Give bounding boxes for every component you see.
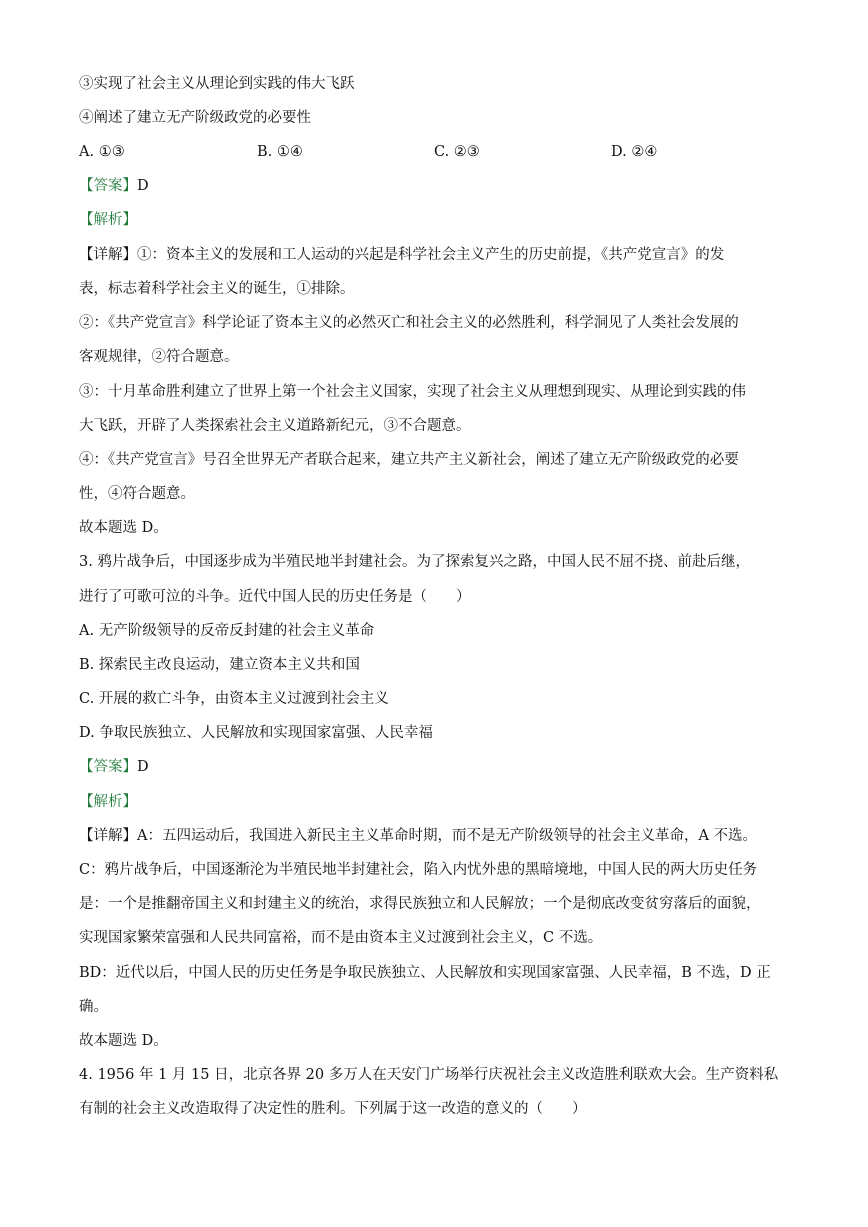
q3-detail-line: 是：一个是推翻帝国主义和封建主义的统治，求得民族独立和人民解放；一个是彻底改变贫穷落后的面貌，	[79, 896, 761, 912]
q3-answer	[79, 757, 828, 777]
q2-options	[79, 142, 839, 162]
q2-detail-line: ③：十月革命胜利建立了世界上第一个社会主义国家，实现了社会主义从理想到现实、从理论到实践的伟	[79, 384, 746, 400]
q4-stem: 4. 1956 年 1 月 15 日，北京各界 20 多万人在天安门广场举行庆祝社会主义改造胜利联欢大会。生产资料私	[79, 1067, 779, 1083]
answer-tag: 【答案】	[79, 759, 137, 775]
q3-option-d: D. 争取民族独立、人民解放和实现国家富强、人民幸福	[79, 725, 433, 741]
q3-stem: 进行了可歌可泣的斗争。近代中国人民的历史任务是（ ）	[79, 589, 471, 605]
q4-stem: 有制的社会主义改造取得了决定性的胜利。下列属于这一改造的意义的（ ）	[79, 1101, 587, 1117]
analysis-tag: 【解析】	[79, 794, 137, 810]
detail-text: ①：资本主义的发展和工人运动的兴起是科学社会主义产生的历史前提，《共产党宣言》的发	[137, 247, 725, 263]
q3-detail-line: C：鸦片战争后，中国逐渐沦为半殖民地半封建社会，陷入内忧外患的黑暗境地，中国人民的两大历史任务	[79, 862, 758, 878]
detail-tag: 【详解】	[79, 828, 137, 844]
q2-option-c: C. ②③	[434, 144, 480, 160]
q2-detail-line: ④：《共产党宣言》号召全世界无产者联合起来，建立共产主义新社会，阐述了建立无产阶级政党的必要	[79, 452, 739, 468]
q3-detail-line: 实现国家繁荣富强和人民共同富裕，而不是由资本主义过渡到社会主义，C 不选。	[79, 930, 603, 946]
q2-detail-line: ②：《共产党宣言》科学论证了资本主义的必然灭亡和社会主义的必然胜利，科学洞见了人类社会发展的	[79, 315, 739, 331]
q3-option-b: B. 探索民主改良运动，建立资本主义共和国	[79, 657, 360, 673]
q2-detail-line: 性，④符合题意。	[79, 486, 195, 502]
q3-option-c: C. 开展的救亡斗争，由资本主义过渡到社会主义	[79, 691, 389, 707]
q2-detail-line: 大飞跃，开辟了人类探索社会主义道路新纪元，③不合题意。	[79, 418, 471, 434]
q3-detail-line: 确。	[79, 999, 108, 1015]
q2-detail-line	[79, 245, 828, 265]
q3-option-a: A. 无产阶级领导的反帝反封建的社会主义革命	[79, 623, 375, 639]
q2-detail-line: 客观规律，②符合题意。	[79, 349, 239, 365]
statement-4: ④阐述了建立无产阶级政党的必要性	[79, 110, 311, 126]
detail-tag: 【详解】	[79, 247, 137, 263]
q2-detail-line: 表，标志着科学社会主义的诞生，①排除。	[79, 281, 355, 297]
q3-conclusion: 故本题选 D。	[79, 1033, 168, 1049]
q3-analysis-heading	[79, 792, 828, 812]
statement-3: ③实现了社会主义从理论到实践的伟大飞跃	[79, 76, 355, 92]
answer-value: D	[137, 178, 149, 194]
q2-conclusion: 故本题选 D。	[79, 520, 168, 536]
answer-tag: 【答案】	[79, 178, 137, 194]
q2-answer	[79, 176, 828, 196]
q2-option-b: B. ①④	[257, 144, 303, 160]
q3-detail-line: BD：近代以后，中国人民的历史任务是争取民族独立、人民解放和实现国家富强、人民幸福，B 不选，D 正	[79, 965, 771, 981]
answer-value: D	[137, 759, 149, 775]
q2-analysis-heading	[79, 210, 828, 230]
q3-stem: 3. 鸦片战争后，中国逐步成为半殖民地半封建社会。为了探索复兴之路，中国人民不屈不挠、前赴后继，	[79, 554, 750, 570]
detail-text: A：五四运动后，我国进入新民主主义革命时期，而不是无产阶级领导的社会主义革命，A 不选。	[137, 828, 758, 844]
q2-option-d: D. ②④	[611, 144, 658, 160]
analysis-tag: 【解析】	[79, 212, 137, 228]
q3-detail-line	[79, 826, 828, 846]
q2-option-a: A. ①③	[79, 144, 125, 160]
